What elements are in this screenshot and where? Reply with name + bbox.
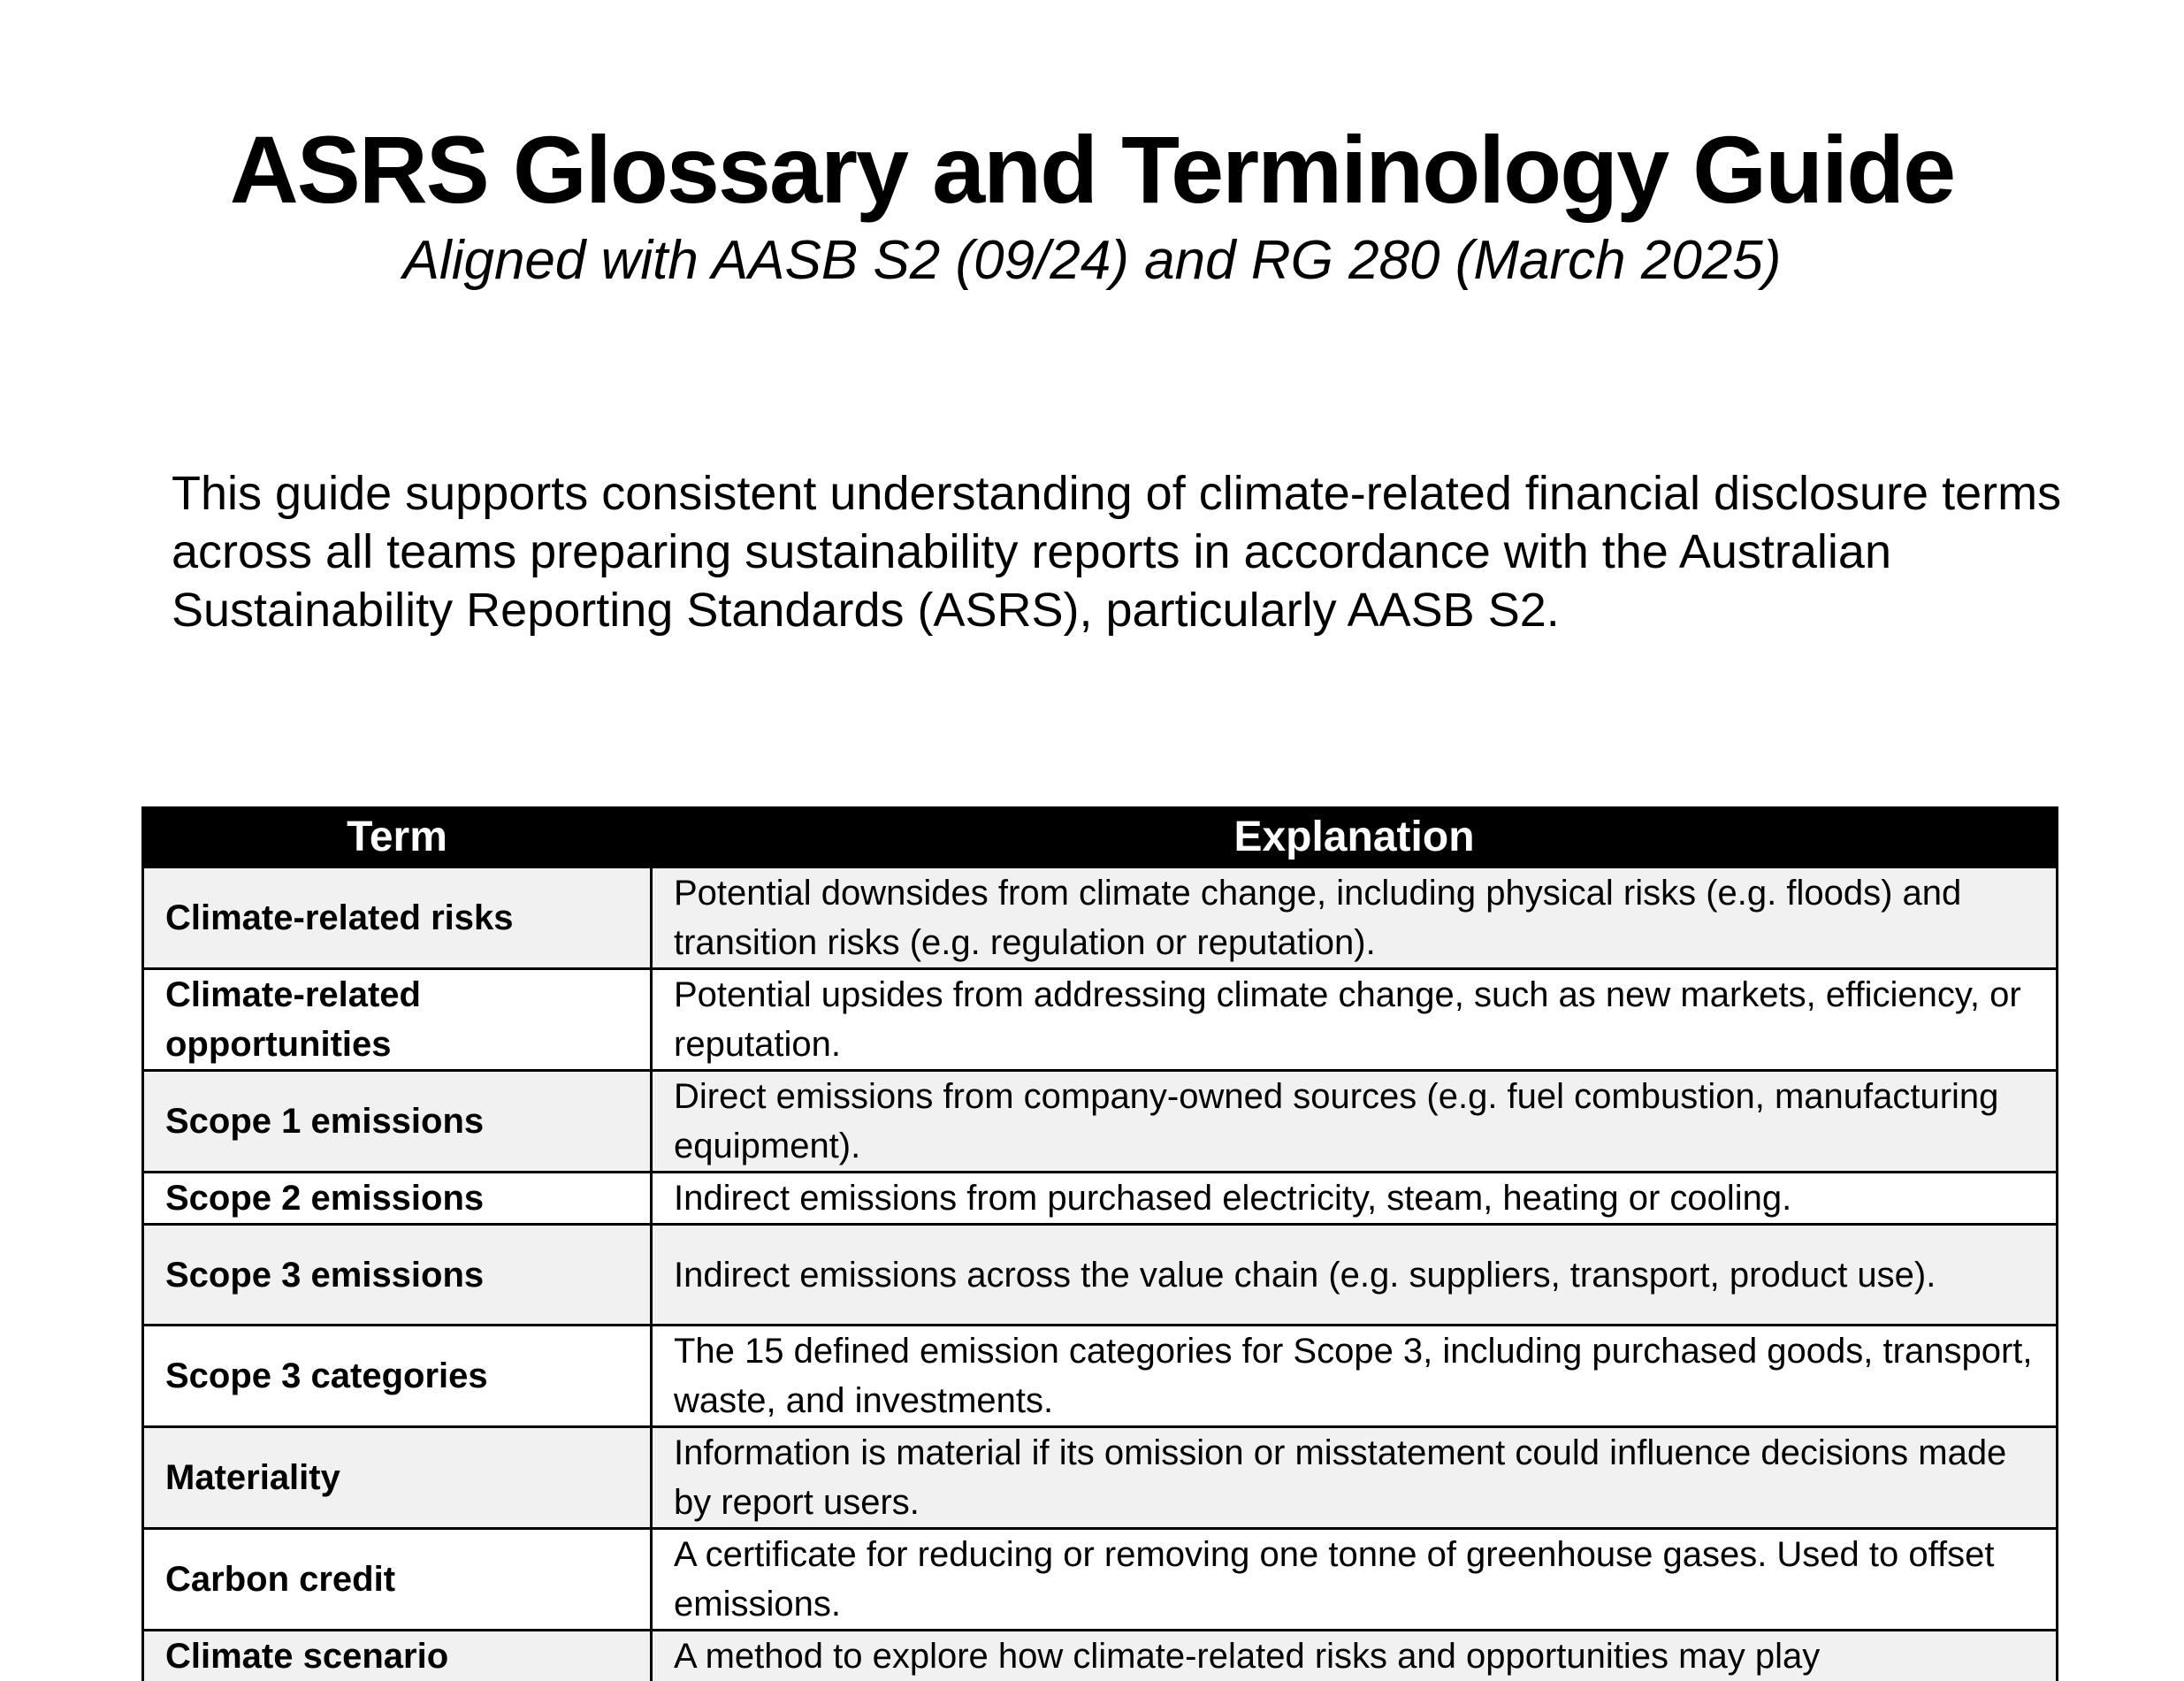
- term-cell: Scope 2 emissions: [143, 1173, 652, 1225]
- explanation-cell: Direct emissions from company-owned sources (e.g. fuel combustion, manufacturing equipment).: [652, 1071, 2058, 1173]
- explanation-cell: Indirect emissions from purchased electricity, steam, heating or cooling.: [652, 1173, 2058, 1225]
- term-cell: Materiality: [143, 1427, 652, 1529]
- term-cell: Scope 1 emissions: [143, 1071, 652, 1173]
- glossary-table: [141, 806, 2058, 1681]
- term-cell: Scope 3 emissions: [143, 1225, 652, 1326]
- term-cell: Climate-related risks: [143, 867, 652, 969]
- explanation-cell: A method to explore how climate-related risks and opportunities may play: [652, 1631, 2058, 1681]
- term-cell: Carbon credit: [143, 1529, 652, 1631]
- table-row: [143, 1225, 2058, 1326]
- table-row: [143, 867, 2058, 969]
- term-cell: Climate-related opportunities: [143, 969, 652, 1071]
- explanation-cell: Information is material if its omission or misstatement could influence decisions made by report users.: [652, 1427, 2058, 1529]
- intro-paragraph: This guide supports consistent understanding of climate-related financial disclosure terms across all teams preparing sustainability reports in accordance with the Australian Sustainability Reporting Standards (ASRS), particularly AASB S2.: [172, 464, 2073, 639]
- page-subtitle: Aligned with AASB S2 (09/24) and RG 280 (March 2025): [0, 228, 2184, 294]
- table-row: [143, 1071, 2058, 1173]
- explanation-cell: The 15 defined emission categories for Scope 3, including purchased goods, transport, waste, and investments.: [652, 1326, 2058, 1427]
- table-header-row: [143, 808, 2058, 867]
- explanation-cell: Potential downsides from climate change, including physical risks (e.g. floods) and transition risks (e.g. regulation or reputation).: [652, 867, 2058, 969]
- page-title: ASRS Glossary and Terminology Guide: [0, 117, 2184, 223]
- term-column-header: Term: [143, 808, 652, 867]
- table-row: [143, 969, 2058, 1071]
- explanation-column-header: Explanation: [652, 808, 2058, 867]
- term-cell: Climate scenario: [143, 1631, 652, 1681]
- table-row: [143, 1631, 2058, 1681]
- explanation-cell: A certificate for reducing or removing one tonne of greenhouse gases. Used to offset emissions.: [652, 1529, 2058, 1631]
- explanation-cell: Potential upsides from addressing climate change, such as new markets, efficiency, or reputation.: [652, 969, 2058, 1071]
- table-row: [143, 1173, 2058, 1225]
- explanation-cell: Indirect emissions across the value chain (e.g. suppliers, transport, product use).: [652, 1225, 2058, 1326]
- term-cell: Scope 3 categories: [143, 1326, 652, 1427]
- table-row: [143, 1326, 2058, 1427]
- table-row: [143, 1427, 2058, 1529]
- table-row: [143, 1529, 2058, 1631]
